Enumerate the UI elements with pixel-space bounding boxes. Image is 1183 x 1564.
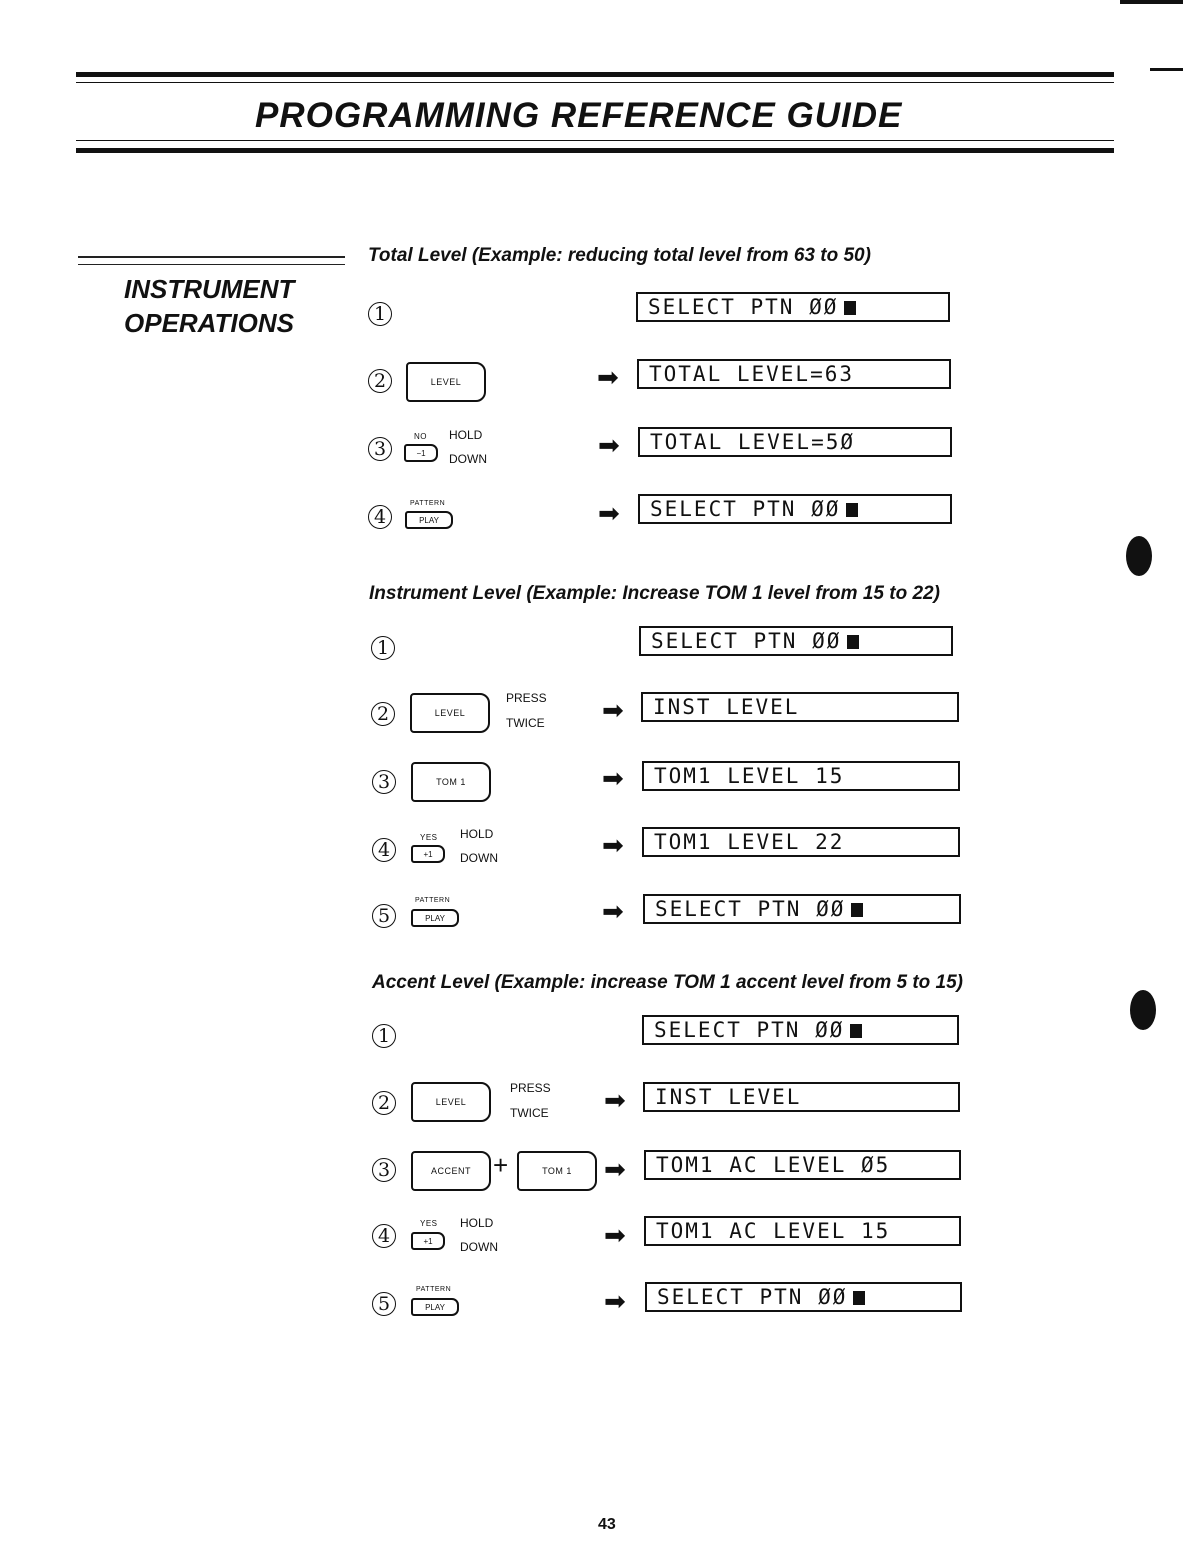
lcd-text: SELECT PTN ØØ (657, 1285, 848, 1309)
cursor-block-icon (851, 903, 863, 917)
arrow-right-icon: ➡ (604, 1286, 626, 1316)
section-heading-line: OPERATIONS (124, 308, 294, 338)
lcd-text: TOM1 AC LEVEL 15 (656, 1219, 891, 1243)
lcd-text: SELECT PTN ØØ (654, 1018, 845, 1042)
key-caption: PATTERN (415, 897, 451, 904)
lcd-display (642, 1015, 959, 1045)
lcd-text: INST LEVEL (655, 1085, 802, 1109)
cursor-block-icon (844, 301, 856, 315)
lcd-text: TOM1 LEVEL 22 (654, 830, 845, 854)
key-caption: PATTERN (410, 500, 446, 507)
arrow-right-icon: ➡ (598, 498, 620, 528)
lcd-display (642, 827, 960, 857)
level-key[interactable]: LEVEL (411, 1082, 491, 1122)
cursor-block-icon (847, 635, 859, 649)
hold-note: HOLD (460, 827, 494, 841)
section-heading-line: INSTRUMENT (124, 274, 295, 304)
step-number: 4 (368, 505, 392, 529)
lcd-text: INST LEVEL (653, 695, 800, 719)
lcd-text: TOM1 LEVEL 15 (654, 764, 845, 788)
press-note: PRESS (506, 691, 547, 705)
accent-key[interactable]: ACCENT (411, 1151, 491, 1191)
punch-hole (1130, 990, 1156, 1030)
edge-mark (1120, 0, 1183, 4)
page-title: PROGRAMMING REFERENCE GUIDE (255, 96, 903, 135)
lcd-text: TOM1 AC LEVEL Ø5 (656, 1153, 891, 1177)
step-number: 2 (371, 702, 395, 726)
level-key[interactable]: LEVEL (406, 362, 486, 402)
lcd-display (638, 427, 952, 457)
lcd-text: SELECT PTN ØØ (650, 497, 841, 521)
arrow-right-icon: ➡ (602, 695, 624, 725)
plus-one-key[interactable]: +1 (411, 845, 445, 863)
twice-note: TWICE (506, 716, 545, 730)
arrow-right-icon: ➡ (602, 896, 624, 926)
hold-note: HOLD (460, 1216, 494, 1230)
twice-note: TWICE (510, 1106, 549, 1120)
cursor-block-icon (850, 1024, 862, 1038)
lcd-display (644, 1216, 961, 1246)
lcd-text: SELECT PTN ØØ (648, 295, 839, 319)
arrow-right-icon: ➡ (604, 1220, 626, 1250)
lcd-display (637, 359, 951, 389)
section-heading (124, 272, 294, 340)
accent-level-heading: Accent Level (Example: increase TOM 1 accent level from 5 to 15) (372, 972, 964, 993)
plus-one-key[interactable]: +1 (411, 1232, 445, 1250)
lcd-text: TOTAL LEVEL=5Ø (650, 430, 856, 454)
step-number: 4 (372, 838, 396, 862)
page-number: 43 (598, 1516, 616, 1533)
lcd-display (644, 1150, 961, 1180)
arrow-right-icon: ➡ (598, 430, 620, 460)
step-number: 4 (372, 1224, 396, 1248)
down-note: DOWN (460, 851, 498, 865)
hold-note: HOLD (449, 428, 483, 442)
lcd-text: TOTAL LEVEL=63 (649, 362, 855, 386)
cursor-block-icon (853, 1291, 865, 1305)
header-rule-bottom-thin (76, 140, 1114, 141)
step-number: 2 (372, 1091, 396, 1115)
lcd-text: SELECT PTN ØØ (655, 897, 846, 921)
lcd-display (643, 894, 961, 924)
step-number: 1 (371, 636, 395, 660)
key-caption: NO (414, 432, 427, 441)
edge-mark (1150, 68, 1183, 71)
pattern-play-key[interactable]: PLAY (405, 511, 453, 529)
step-number: 5 (372, 1292, 396, 1316)
lcd-display (642, 761, 960, 791)
instrument-level-heading: Instrument Level (Example: Increase TOM 1 level from 15 to 22) (369, 583, 940, 604)
step-number: 2 (368, 369, 392, 393)
lcd-display (645, 1282, 962, 1312)
step-number: 3 (372, 1158, 396, 1182)
arrow-right-icon: ➡ (602, 763, 624, 793)
section-rule (78, 256, 345, 265)
lcd-display (643, 1082, 960, 1112)
step-number: 5 (372, 904, 396, 928)
press-note: PRESS (510, 1081, 551, 1095)
arrow-right-icon: ➡ (604, 1085, 626, 1115)
header-rule-top-thin (76, 82, 1114, 83)
pattern-play-key[interactable]: PLAY (411, 1298, 459, 1316)
step-number: 3 (368, 437, 392, 461)
minus-one-key[interactable]: −1 (404, 444, 438, 462)
key-caption: YES (420, 833, 438, 842)
key-caption: PATTERN (416, 1286, 452, 1293)
header-rule-top (76, 72, 1114, 77)
punch-hole (1126, 536, 1152, 576)
arrow-right-icon: ➡ (602, 830, 624, 860)
step-number: 3 (372, 770, 396, 794)
lcd-display (641, 692, 959, 722)
total-level-heading: Total Level (Example: reducing total level from 63 to 50) (368, 245, 871, 266)
lcd-display (638, 494, 952, 524)
level-key[interactable]: LEVEL (410, 693, 490, 733)
lcd-display (639, 626, 953, 656)
pattern-play-key[interactable]: PLAY (411, 909, 459, 927)
header-rule-bottom (76, 148, 1114, 153)
arrow-right-icon: ➡ (604, 1154, 626, 1184)
arrow-right-icon: ➡ (597, 362, 619, 392)
key-caption: YES (420, 1219, 438, 1228)
down-note: DOWN (460, 1240, 498, 1254)
step-number: 1 (372, 1024, 396, 1048)
tom1-key[interactable]: TOM 1 (517, 1151, 597, 1191)
plus-sign: + (493, 1150, 509, 1180)
down-note: DOWN (449, 452, 487, 466)
lcd-text: SELECT PTN ØØ (651, 629, 842, 653)
cursor-block-icon (846, 503, 858, 517)
tom1-key[interactable]: TOM 1 (411, 762, 491, 802)
lcd-display (636, 292, 950, 322)
step-number: 1 (368, 302, 392, 326)
